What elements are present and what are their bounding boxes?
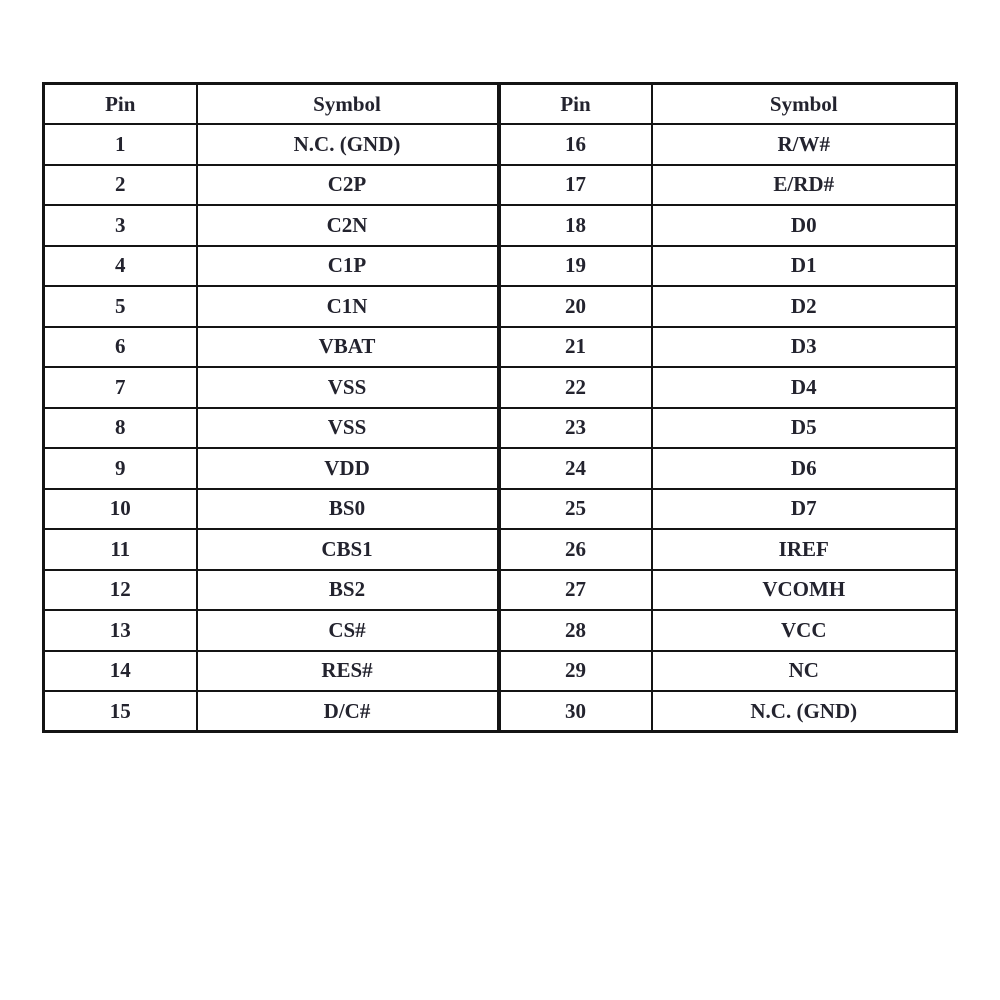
table-row <box>44 327 957 368</box>
symbol-left-cell: C2N <box>197 205 499 246</box>
pin-assignment-table-container <box>42 82 958 733</box>
table-header-row <box>44 84 957 125</box>
pin-right-cell: 24 <box>499 448 652 489</box>
symbol-right-cell: D7 <box>652 489 957 530</box>
symbol-left-cell: VBAT <box>197 327 499 368</box>
pin-right-cell: 17 <box>499 165 652 206</box>
pin-header-left: Pin <box>44 84 197 125</box>
symbol-right-cell: D4 <box>652 367 957 408</box>
symbol-left-cell: BS2 <box>197 570 499 611</box>
table-row <box>44 408 957 449</box>
pin-right-cell: 30 <box>499 691 652 732</box>
pin-left-cell: 9 <box>44 448 197 489</box>
symbol-left-cell: VSS <box>197 367 499 408</box>
pin-right-cell: 21 <box>499 327 652 368</box>
pin-right-cell: 22 <box>499 367 652 408</box>
table-row <box>44 651 957 692</box>
symbol-right-cell: D6 <box>652 448 957 489</box>
symbol-left-cell: VSS <box>197 408 499 449</box>
pin-left-cell: 7 <box>44 367 197 408</box>
table-row <box>44 286 957 327</box>
pin-left-cell: 5 <box>44 286 197 327</box>
symbol-left-cell: C2P <box>197 165 499 206</box>
pin-left-cell: 1 <box>44 124 197 165</box>
pin-left-cell: 15 <box>44 691 197 732</box>
pin-left-cell: 3 <box>44 205 197 246</box>
symbol-right-cell: NC <box>652 651 957 692</box>
table-row <box>44 489 957 530</box>
symbol-right-cell: VCOMH <box>652 570 957 611</box>
table-row <box>44 367 957 408</box>
pin-left-cell: 13 <box>44 610 197 651</box>
symbol-left-cell: CS# <box>197 610 499 651</box>
pin-right-cell: 27 <box>499 570 652 611</box>
pin-right-cell: 19 <box>499 246 652 287</box>
symbol-left-cell: C1N <box>197 286 499 327</box>
table-body <box>44 124 957 732</box>
pin-right-cell: 16 <box>499 124 652 165</box>
symbol-right-cell: N.C. (GND) <box>652 691 957 732</box>
pin-right-cell: 29 <box>499 651 652 692</box>
symbol-right-cell: IREF <box>652 529 957 570</box>
symbol-right-cell: D0 <box>652 205 957 246</box>
symbol-left-cell: BS0 <box>197 489 499 530</box>
symbol-left-cell: D/C# <box>197 691 499 732</box>
pin-right-cell: 20 <box>499 286 652 327</box>
symbol-right-cell: D3 <box>652 327 957 368</box>
table-row <box>44 691 957 732</box>
table-row <box>44 570 957 611</box>
symbol-header-left: Symbol <box>197 84 499 125</box>
table-row <box>44 246 957 287</box>
table-row <box>44 529 957 570</box>
symbol-right-cell: D5 <box>652 408 957 449</box>
pin-right-cell: 18 <box>499 205 652 246</box>
pin-right-cell: 23 <box>499 408 652 449</box>
pin-left-cell: 14 <box>44 651 197 692</box>
table-row <box>44 165 957 206</box>
pin-left-cell: 11 <box>44 529 197 570</box>
symbol-left-cell: C1P <box>197 246 499 287</box>
pin-right-cell: 28 <box>499 610 652 651</box>
symbol-left-cell: CBS1 <box>197 529 499 570</box>
table-row <box>44 124 957 165</box>
pin-assignment-table <box>42 82 958 733</box>
table-row <box>44 448 957 489</box>
pin-right-cell: 26 <box>499 529 652 570</box>
pin-header-right: Pin <box>499 84 652 125</box>
symbol-left-cell: RES# <box>197 651 499 692</box>
symbol-right-cell: D1 <box>652 246 957 287</box>
table-row <box>44 610 957 651</box>
symbol-right-cell: R/W# <box>652 124 957 165</box>
symbol-right-cell: D2 <box>652 286 957 327</box>
symbol-left-cell: VDD <box>197 448 499 489</box>
pin-left-cell: 4 <box>44 246 197 287</box>
pin-left-cell: 12 <box>44 570 197 611</box>
pin-left-cell: 6 <box>44 327 197 368</box>
symbol-right-cell: VCC <box>652 610 957 651</box>
table-row <box>44 205 957 246</box>
pin-left-cell: 10 <box>44 489 197 530</box>
pin-left-cell: 2 <box>44 165 197 206</box>
symbol-header-right: Symbol <box>652 84 957 125</box>
symbol-left-cell: N.C. (GND) <box>197 124 499 165</box>
pin-right-cell: 25 <box>499 489 652 530</box>
symbol-right-cell: E/RD# <box>652 165 957 206</box>
pin-left-cell: 8 <box>44 408 197 449</box>
